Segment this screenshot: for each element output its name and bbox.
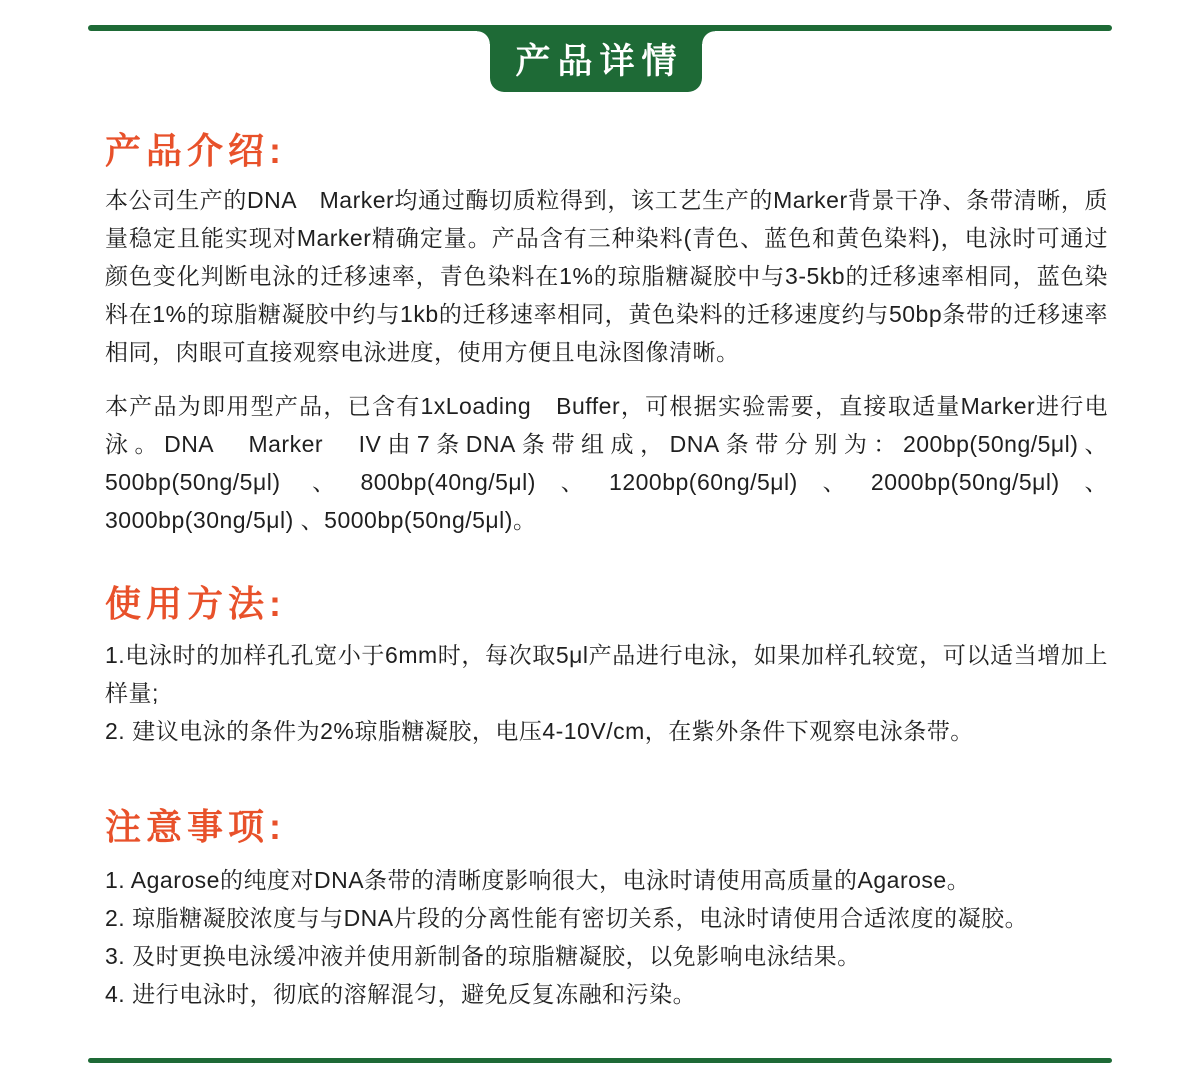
intro-paragraph-2: 本产品为即用型产品，已含有1xLoading Buffer，可根据实验需要，直接取适量Marker进行电泳。DNA Marker IV由7条DNA条带组成，DNA条带分别为：200bp(50ng/5μl)、500bp(50ng/5μl) 、800bp(40ng/5μl)、1200bp(60ng/5μl)、2000bp(50ng/5μl)、3000bp(30ng/5μl) 、5000bp(50ng/5μl)。 bbox=[105, 393, 1108, 533]
notes-item-2: 2. 琼脂糖凝胶浓度与与DNA片段的分离性能有密切关系，电泳时请使用合适浓度的凝胶。 bbox=[105, 905, 1029, 931]
intro-paragraph-1: 本公司生产的DNA Marker均通过酶切质粒得到，该工艺生产的Marker背景干净、条带清晰，质量稳定且能实现对Marker精确定量。产品含有三种染料(青色、蓝色和黄色染料)，电泳时可通过颜色变化判断电泳的迁移速率，青色染料在1%的琼脂糖凝胶中与3-5kb的迁移速率相同，蓝色染料在1%的琼脂糖凝胶中约与1kb的迁移速率相同，黄色染料的迁移速度约与50bp条带的迁移速率相同，肉眼可直接观察电泳进度，使用方便且电泳图像清晰。 bbox=[105, 187, 1108, 365]
section-heading-usage: 使用方法: bbox=[105, 583, 286, 624]
banner-title: 产品详情 bbox=[515, 41, 684, 81]
bottom-divider-line bbox=[88, 1058, 1112, 1063]
notes-item-3: 3. 及时更换电泳缓冲液并使用新制备的琼脂糖凝胶，以免影响电泳结果。 bbox=[105, 943, 861, 969]
section-heading-intro: 产品介绍: bbox=[105, 130, 286, 171]
notes-item-4: 4. 进行电泳时，彻底的溶解混匀，避免反复冻融和污染。 bbox=[105, 981, 697, 1007]
usage-item-1: 1.电泳时的加样孔孔宽小于6mm时，每次取5μl产品进行电泳，如果加样孔较宽，可以适当增加上样量; bbox=[105, 642, 1108, 706]
section-usage bbox=[105, 581, 1108, 750]
banner bbox=[0, 0, 1200, 96]
content bbox=[0, 128, 1200, 1013]
section-heading-notes: 注意事项: bbox=[105, 806, 286, 847]
section-product-intro bbox=[105, 128, 1108, 539]
usage-item-2: 2. 建议电泳的条件为2%琼脂糖凝胶，电压4-10V/cm，在紫外条件下观察电泳条带。 bbox=[105, 718, 974, 744]
banner-tab bbox=[490, 25, 702, 92]
section-notes bbox=[105, 804, 1108, 1013]
notes-item-1: 1. Agarose的纯度对DNA条带的清晰度影响很大，电泳时请使用高质量的Agarose。 bbox=[105, 867, 971, 893]
